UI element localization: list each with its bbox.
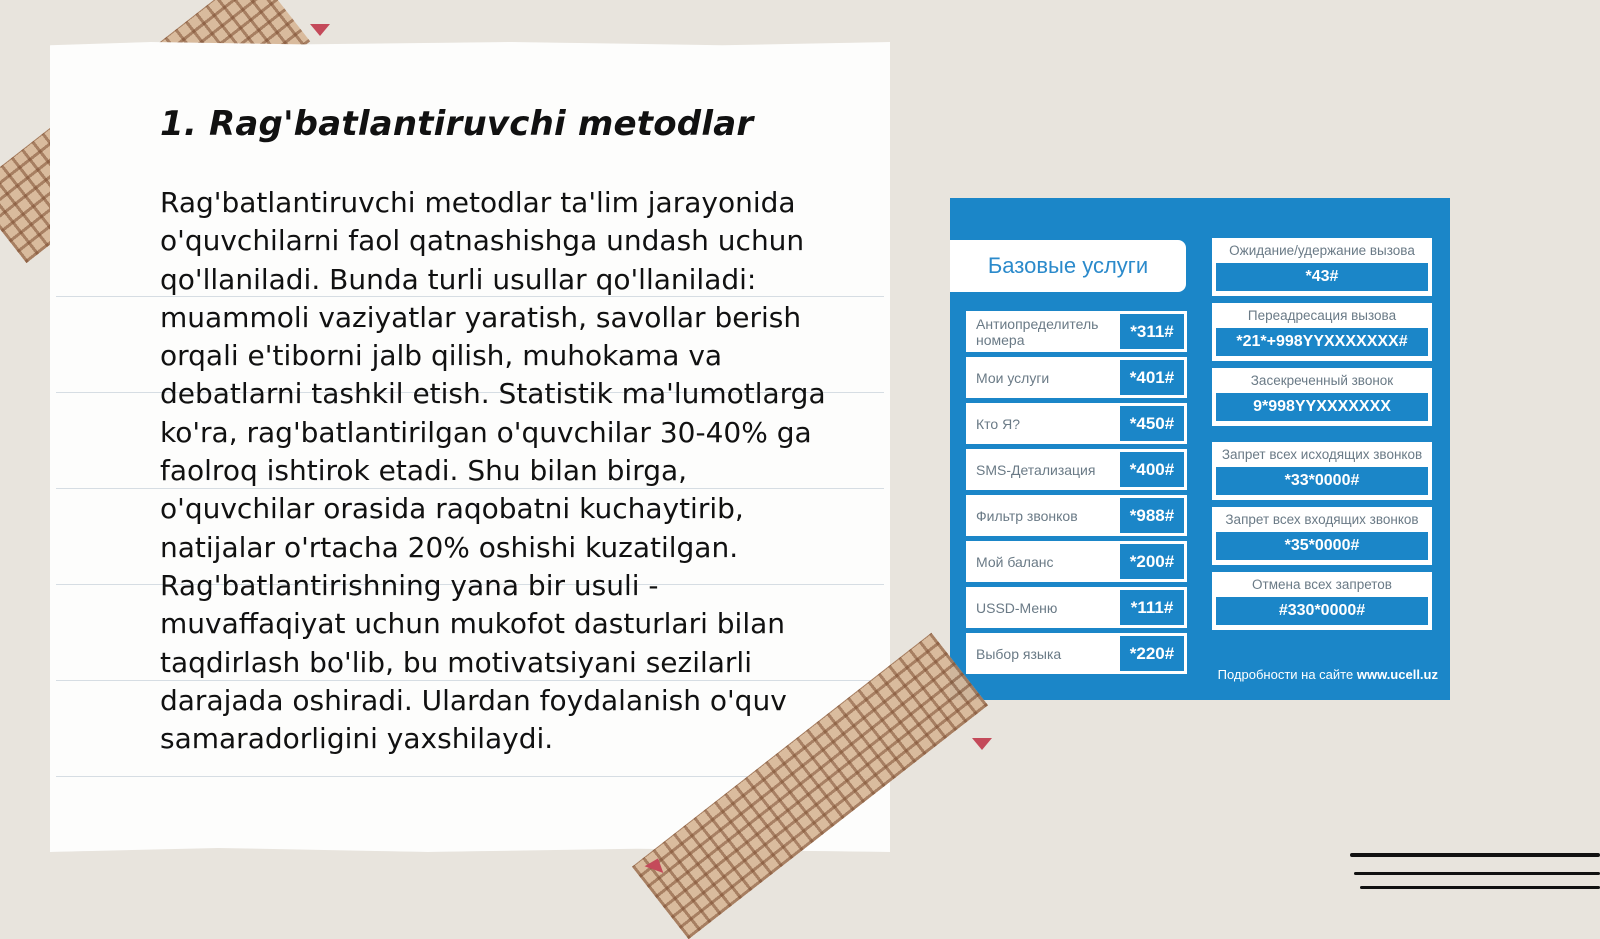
service-name: Антиопределитель номера xyxy=(976,315,1099,348)
call-option-code: #330*0000# xyxy=(1216,597,1428,625)
service-code: *220# xyxy=(1120,636,1184,671)
tape-tip-top-left xyxy=(310,24,330,36)
call-option-code: 9*998YYXXXXXXX xyxy=(1216,393,1428,421)
service-row xyxy=(966,541,1187,582)
service-code: *200# xyxy=(1120,544,1184,579)
call-option-label: Отмена всех запретов xyxy=(1252,577,1392,592)
decorative-brush-stroke xyxy=(1360,886,1600,889)
call-option-label: Переадресация вызова xyxy=(1247,308,1397,323)
call-options-list xyxy=(1212,238,1432,637)
ucell-services-card xyxy=(950,198,1450,700)
decorative-brush-stroke xyxy=(1354,872,1600,875)
call-option xyxy=(1212,507,1432,565)
service-row xyxy=(966,311,1187,352)
call-option xyxy=(1212,303,1432,361)
service-code: *111# xyxy=(1120,590,1184,625)
service-code: *450# xyxy=(1120,406,1184,441)
call-option-code: *33*0000# xyxy=(1216,467,1428,495)
service-row xyxy=(966,587,1187,628)
service-name: USSD-Меню xyxy=(976,599,1058,616)
service-name: Выбор языка xyxy=(976,645,1062,662)
service-row xyxy=(966,449,1187,490)
service-row xyxy=(966,403,1187,444)
slide-body-text: Rag'batlantiruvchi metodlar ta'lim jarayonida o'quvchilarni faol qatnashishga undash uchun qo'llaniladi. Bunda turli usullar qo'llaniladi: muammoli vaziyatlar yaratish, savollar berish orqali e'tiborni jalb qilish, muhokama va debatlarni tashkil etish. Statistik ma'lumotlarga ko'ra, rag'batlantirilgan o'quvchilar 30-40% ga faolroq ishtirok etadi. Shu bilan birga, o'quvchilar orasida raqobatni kuchaytirib, natijalar o'rtacha 20% oshishi kuzatilgan. Rag'batlantirishning yana bir usuli - muvaffaqiyat uchun mukofot dasturlari bilan taqdirlash bo'lib, bu motivatsiyani sezilarli darajada oshiradi. Ulardan foydalanish o'quv samaradorligini yaxshilaydi. xyxy=(160,186,826,756)
call-option-code: *43# xyxy=(1216,263,1428,291)
service-code: *401# xyxy=(1120,360,1184,395)
call-option-label: Ожидание/удержание вызова xyxy=(1229,243,1415,258)
call-option-code: *35*0000# xyxy=(1216,532,1428,560)
service-name: Мои услуги xyxy=(976,369,1050,386)
service-name: Кто Я? xyxy=(976,415,1020,432)
call-option-label: Запрет всех исходящих звонков xyxy=(1221,447,1423,462)
card-header: Базовые услуги xyxy=(950,240,1186,292)
call-option-code: *21*+998YYXXXXXXX# xyxy=(1216,328,1428,356)
service-code: *400# xyxy=(1120,452,1184,487)
call-option xyxy=(1212,442,1432,500)
service-row xyxy=(966,495,1187,536)
service-code: *988# xyxy=(1120,498,1184,533)
call-option-label: Запрет всех входящих звонков xyxy=(1225,512,1419,527)
footer-website: www.ucell.uz xyxy=(1356,667,1438,682)
call-option xyxy=(1212,368,1432,426)
call-option xyxy=(1212,238,1432,296)
call-option-label: Засекреченный звонок xyxy=(1250,373,1394,388)
tape-tip-bottom-right xyxy=(972,738,992,750)
basic-services-list xyxy=(966,311,1187,679)
decorative-brush-stroke xyxy=(1350,853,1600,857)
service-row xyxy=(966,357,1187,398)
service-name: Мой баланс xyxy=(976,553,1054,570)
call-option xyxy=(1212,572,1432,630)
service-name: Фильтр звонков xyxy=(976,507,1078,524)
service-name: SMS-Детализация xyxy=(976,461,1096,478)
slide-title: 1. Rag'batlantiruvchi metodlar xyxy=(160,104,754,144)
service-row xyxy=(966,633,1187,674)
service-code: *311# xyxy=(1120,314,1184,349)
card-footer xyxy=(1218,667,1438,682)
footer-text: Подробности на сайте xyxy=(1217,667,1354,682)
